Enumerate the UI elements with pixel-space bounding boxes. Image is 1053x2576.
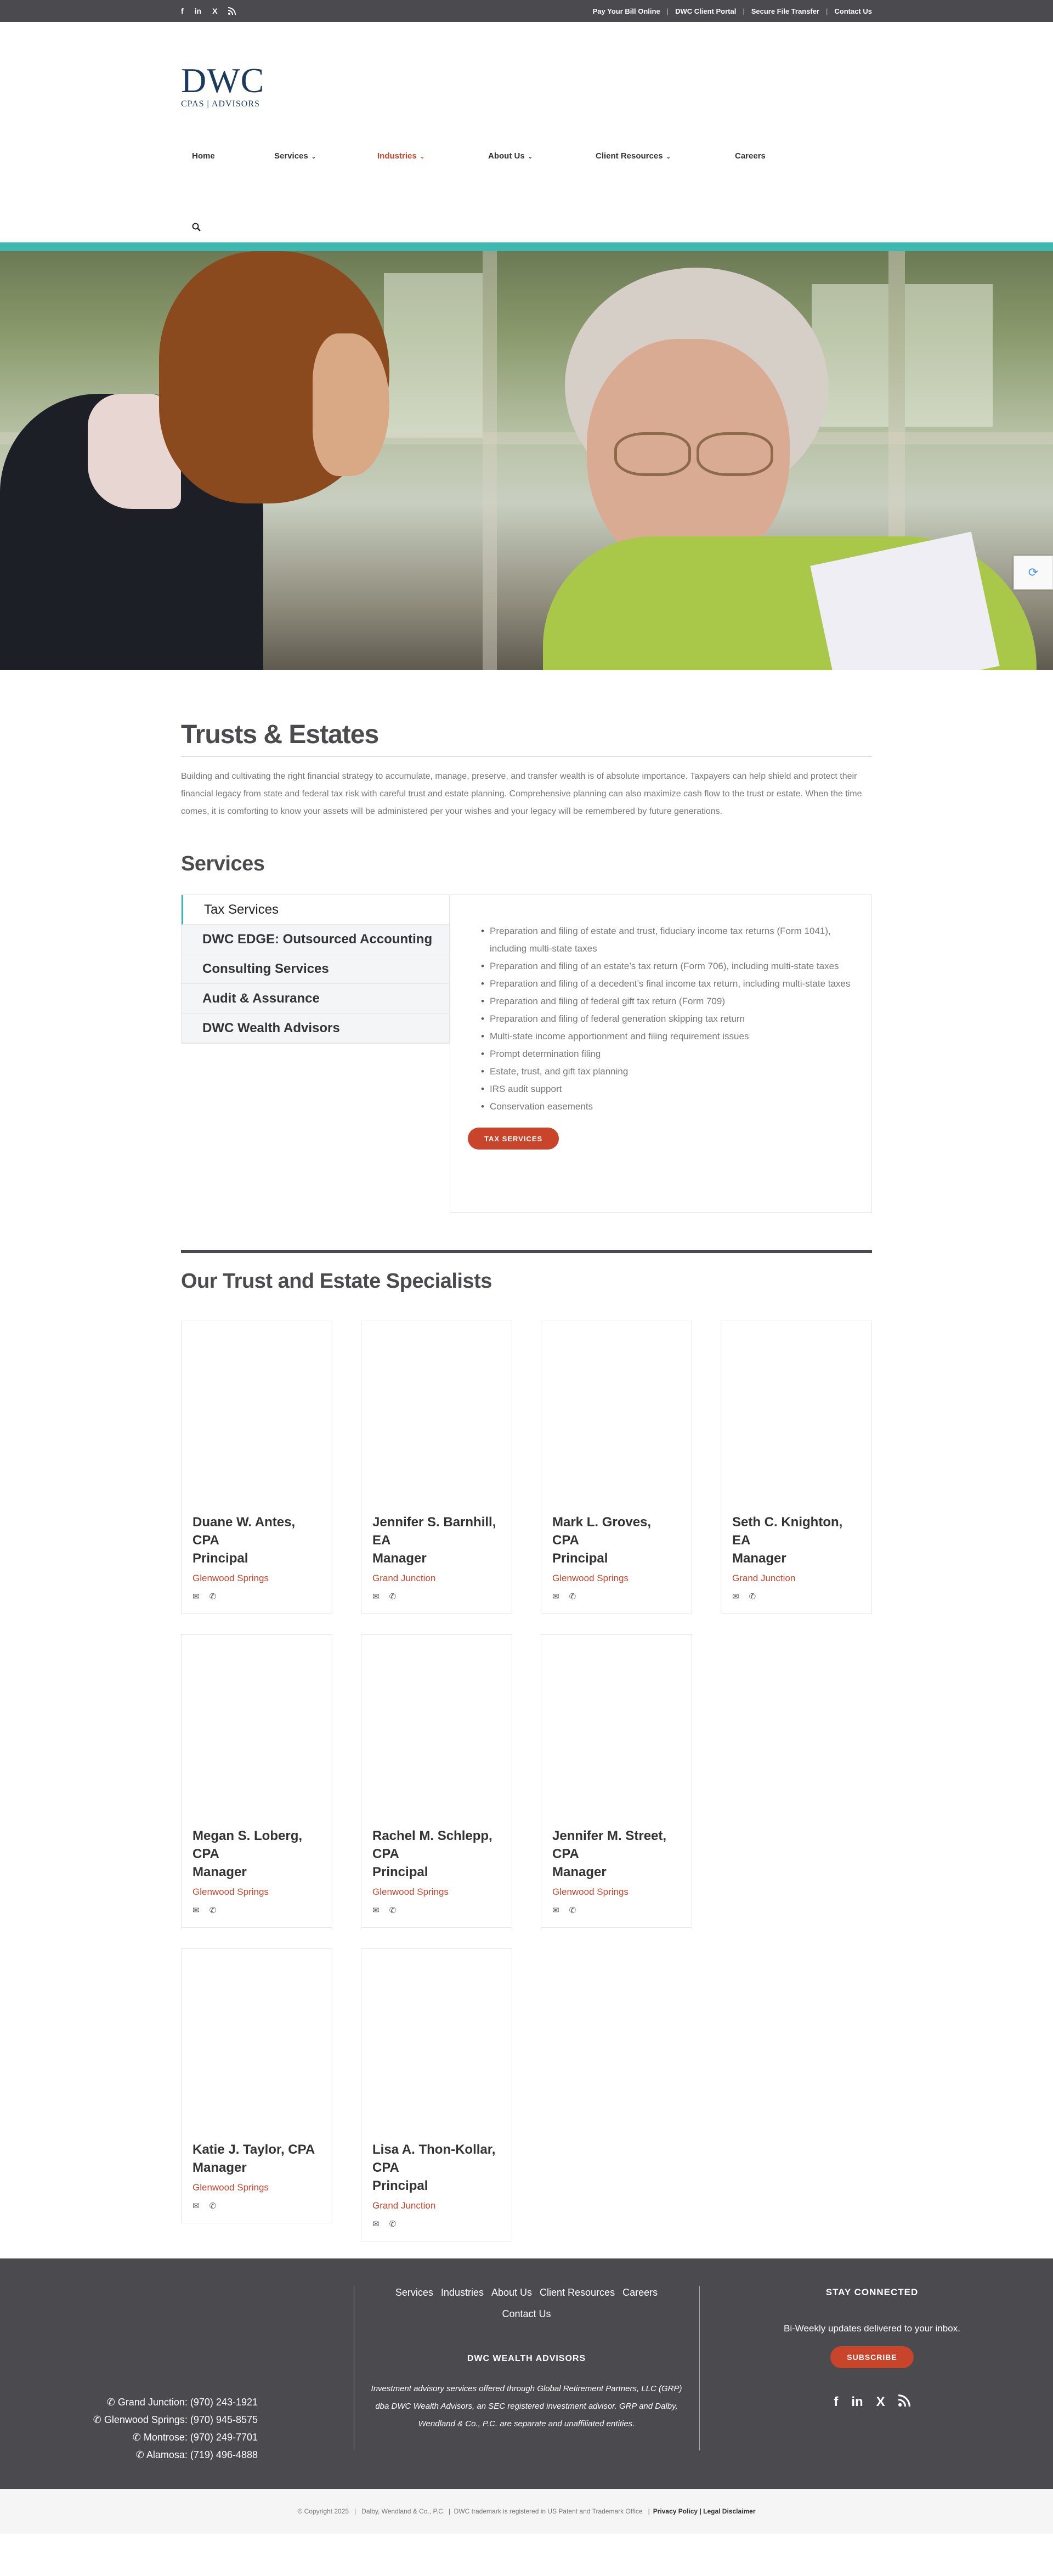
footer: [0, 2258, 1053, 2489]
phone-montrose[interactable]: ✆ Montrose: (970) 249-7701: [132, 2432, 258, 2443]
list-item: • Estate, trust, and gift tax planning: [468, 1063, 852, 1080]
client-portal-link[interactable]: DWC Client Portal: [675, 7, 737, 15]
phone-grand-junction[interactable]: ✆ Grand Junction: (970) 243-1921: [106, 2397, 258, 2408]
chevron-down-icon: ⌄: [420, 154, 425, 160]
secure-file-transfer-link[interactable]: Secure File Transfer: [751, 7, 819, 15]
phone-glenwood-springs[interactable]: ✆ Glenwood Springs: (970) 945-8575: [93, 2414, 258, 2425]
phone-icon[interactable]: ✆: [209, 1906, 217, 1915]
nav-industries[interactable]: Industries ⌄: [377, 151, 425, 161]
footer-link-services[interactable]: Services: [395, 2287, 433, 2298]
specialist-card[interactable]: [361, 1321, 512, 1614]
specialist-photo: [361, 1949, 512, 2141]
tax-services-list: [468, 922, 852, 1116]
linkedin-icon[interactable]: in: [851, 2394, 863, 2409]
stay-connected-subtext: Bi-Weekly updates delivered to your inbox.: [784, 2323, 960, 2334]
tab-list: [181, 894, 450, 1044]
page-title: Trusts & Estates: [181, 720, 872, 757]
intro-paragraph: Building and cultivating the right financial strategy to accumulate, manage, preserve, and transfer wealth is of absolute importance. Taxpayers can help shield and protect their financial legacy from state and federal tax risk with careful trust and estate planning. Comprehensive planning can also maximize cash flow to the trust or estate. When the time comes, it is comforting to know your assets will be administered per your wishes and your legacy will be remembered by future generations.: [181, 772, 862, 816]
hero-image: [0, 251, 1053, 670]
search-icon[interactable]: [192, 223, 201, 234]
recaptcha-badge-icon[interactable]: ⟳: [1014, 556, 1053, 590]
specialist-name: Megan S. Loberg, CPA Manager: [193, 1828, 303, 1879]
specialist-photo: [541, 1321, 692, 1513]
x-twitter-icon[interactable]: X: [212, 7, 218, 15]
logo[interactable]: [181, 63, 269, 109]
list-item: • Preparation and filing of federal gift tax return (Form 709): [468, 993, 852, 1010]
specialist-photo: [361, 1321, 512, 1513]
tab-consulting-services[interactable]: Consulting Services: [182, 954, 449, 984]
copyright-bar: [0, 2489, 1053, 2534]
email-icon[interactable]: ✉: [193, 1592, 200, 1601]
specialist-location: Grand Junction: [372, 1573, 436, 1583]
phone-alamosa[interactable]: ✆ Alamosa: (719) 496-4888: [135, 2449, 258, 2460]
specialist-cards: [181, 1321, 872, 2258]
footer-link-about-us[interactable]: About Us: [491, 2287, 533, 2298]
wealth-advisors-text: Investment advisory services offered through Global Retirement Partners, LLC (GRP) dba DWC Wealth Advisors, an SEC registered investment advisor. GRP and Dalby, Wendland & Co., P.C. are separate and unaffiliated entities.: [371, 2384, 682, 2428]
contact-us-link[interactable]: Contact Us: [834, 7, 872, 15]
specialist-photo: [182, 1321, 332, 1513]
rss-icon[interactable]: [228, 7, 236, 15]
list-item: • Preparation and filing of a decedent’s final income tax return, including multi-state taxes: [468, 975, 852, 993]
footer-link-contact-us[interactable]: Contact Us: [502, 2308, 551, 2319]
phone-icon[interactable]: ✆: [209, 1592, 217, 1601]
main-content: [181, 670, 872, 2258]
footer-middle: [354, 2287, 699, 2433]
rss-icon[interactable]: [898, 2394, 910, 2410]
list-item: • Preparation and filing of federal generation skipping tax return: [468, 1010, 852, 1028]
phone-icon[interactable]: ✆: [749, 1592, 756, 1601]
wealth-advisors-heading: DWC WEALTH ADVISORS: [467, 2354, 586, 2363]
legal-links[interactable]: Privacy Policy | Legal Disclaimer: [653, 2507, 756, 2515]
footer-social-links: [699, 2394, 1045, 2410]
specialist-card[interactable]: [361, 1634, 512, 1928]
specialist-location: Glenwood Springs: [372, 1887, 449, 1897]
phone-icon[interactable]: ✆: [209, 2201, 217, 2211]
teal-accent-strip: [0, 242, 1053, 251]
footer-right: [699, 2287, 1045, 2410]
list-item: • Prompt determination filing: [468, 1045, 852, 1063]
copyright-text: © Copyright 2025 | Dalby, Wendland & Co., P.C. | DWC trademark is registered in US Patent and Trademark Office |: [297, 2507, 650, 2515]
linkedin-icon[interactable]: in: [194, 7, 202, 15]
specialist-photo: [182, 1635, 332, 1827]
email-icon[interactable]: ✉: [193, 1906, 200, 1915]
specialist-name: Rachel M. Schlepp, CPA Principal: [372, 1828, 492, 1879]
top-links: Pay Your Bill Online | DWC Client Portal | Secure File Transfer | Contact Us: [592, 7, 872, 15]
list-item: • Preparation and filing of estate and trust, fiduciary income tax returns (Form 1041), including multi-state taxes: [468, 922, 852, 958]
footer-phones: [0, 2393, 258, 2464]
email-icon[interactable]: ✉: [552, 1592, 559, 1601]
stay-connected-heading: STAY CONNECTED: [825, 2287, 919, 2297]
footer-links: [354, 2287, 699, 2298]
email-icon[interactable]: ✉: [732, 1592, 739, 1601]
specialist-location: Glenwood Springs: [193, 1887, 269, 1897]
specialists-section: [181, 1250, 872, 2258]
email-icon[interactable]: ✉: [372, 2220, 380, 2229]
specialist-location: Glenwood Springs: [193, 2182, 269, 2193]
footer-link-industries[interactable]: Industries: [440, 2287, 484, 2298]
email-icon[interactable]: ✉: [552, 1906, 559, 1915]
specialist-card[interactable]: [181, 1321, 332, 1614]
specialist-photo: [721, 1321, 871, 1513]
phone-icon: ✆: [106, 2397, 118, 2408]
subscribe-button[interactable]: SUBSCRIBE: [830, 2346, 913, 2368]
phone-icon: ✆: [93, 2414, 104, 2425]
specialist-photo: [361, 1635, 512, 1827]
tab-tax-services[interactable]: Tax Services: [182, 895, 449, 925]
specialist-name: Seth C. Knighton, EA Manager: [732, 1515, 843, 1566]
logo-main: DWC: [181, 61, 265, 100]
specialists-heading: Our Trust and Estate Specialists: [181, 1270, 492, 1293]
specialist-card[interactable]: [721, 1321, 872, 1614]
list-item: • Conservation easements: [468, 1098, 852, 1116]
footer-link-client-resources[interactable]: Client Resources: [540, 2287, 615, 2298]
email-icon[interactable]: ✉: [193, 2201, 200, 2211]
email-icon[interactable]: ✉: [372, 1906, 380, 1915]
phone-icon[interactable]: ✆: [389, 2220, 397, 2229]
phone-icon: ✆: [135, 2449, 146, 2460]
chevron-down-icon: ⌄: [528, 154, 533, 160]
tab-panel-tax-services: [450, 894, 872, 1213]
specialist-card[interactable]: [361, 1948, 512, 2241]
specialist-name: Katie J. Taylor, CPA Manager: [193, 2142, 315, 2175]
chevron-down-icon: ⌄: [311, 154, 316, 160]
phone-icon[interactable]: ✆: [569, 1592, 576, 1601]
list-item: • IRS audit support: [468, 1080, 852, 1098]
specialist-card[interactable]: [541, 1634, 692, 1928]
services-heading: Services: [181, 852, 265, 875]
specialist-location: Glenwood Springs: [552, 1573, 629, 1583]
services-tabs: [181, 894, 872, 1213]
tab-audit-assurance[interactable]: Audit & Assurance: [182, 984, 449, 1014]
facebook-icon[interactable]: f: [834, 2394, 839, 2409]
email-icon[interactable]: ✉: [372, 1592, 380, 1601]
specialist-card[interactable]: [541, 1321, 692, 1614]
tab-dwc-wealth-advisors[interactable]: DWC Wealth Advisors: [182, 1014, 449, 1043]
list-item: • Multi-state income apportionment and filing requirement issues: [468, 1028, 852, 1045]
top-social-links: [181, 7, 236, 15]
specialist-location: Glenwood Springs: [552, 1887, 629, 1897]
phone-icon[interactable]: ✆: [389, 1592, 397, 1601]
nav-about-us[interactable]: About Us ⌄: [488, 151, 533, 161]
tab-dwc-edge[interactable]: DWC EDGE: Outsourced Accounting: [182, 925, 449, 954]
nav-home[interactable]: Home: [192, 151, 215, 161]
chevron-down-icon: ⌄: [666, 154, 671, 160]
specialist-location: Grand Junction: [372, 2200, 436, 2211]
x-twitter-icon[interactable]: X: [876, 2394, 885, 2409]
nav-careers[interactable]: Careers: [735, 151, 766, 161]
specialist-name: Duane W. Antes, CPA Principal: [193, 1515, 296, 1566]
specialist-card[interactable]: [181, 1634, 332, 1928]
specialist-name: Mark L. Groves, CPA Principal: [552, 1515, 652, 1566]
facebook-icon[interactable]: f: [181, 7, 184, 15]
header: [0, 22, 1053, 242]
specialist-photo: [182, 1949, 332, 2141]
specialist-name: Jennifer S. Barnhill, EA Manager: [372, 1515, 496, 1566]
specialist-location: Grand Junction: [732, 1573, 796, 1583]
logo-sub: CPAS | ADVISORS: [181, 99, 260, 109]
nav-client-resources[interactable]: Client Resources ⌄: [596, 151, 671, 161]
phone-icon: ✆: [132, 2432, 144, 2443]
specialist-name: Jennifer M. Street, CPA Manager: [552, 1828, 667, 1879]
specialist-card[interactable]: [181, 1948, 332, 2223]
specialist-photo: [541, 1635, 692, 1827]
phone-icon[interactable]: ✆: [569, 1906, 576, 1915]
tax-services-button[interactable]: TAX SERVICES: [468, 1128, 559, 1150]
list-item: • Preparation and filing of an estate’s tax return (Form 706), including multi-state taxes: [468, 958, 852, 975]
specialist-location: Glenwood Springs: [193, 1573, 269, 1583]
footer-link-careers[interactable]: Careers: [622, 2287, 658, 2298]
top-bar: [0, 0, 1053, 22]
nav-services[interactable]: Services ⌄: [274, 151, 316, 161]
pay-bill-link[interactable]: Pay Your Bill Online: [592, 7, 660, 15]
phone-icon[interactable]: ✆: [389, 1906, 397, 1915]
specialist-name: Lisa A. Thon-Kollar, CPA Principal: [372, 2142, 496, 2193]
